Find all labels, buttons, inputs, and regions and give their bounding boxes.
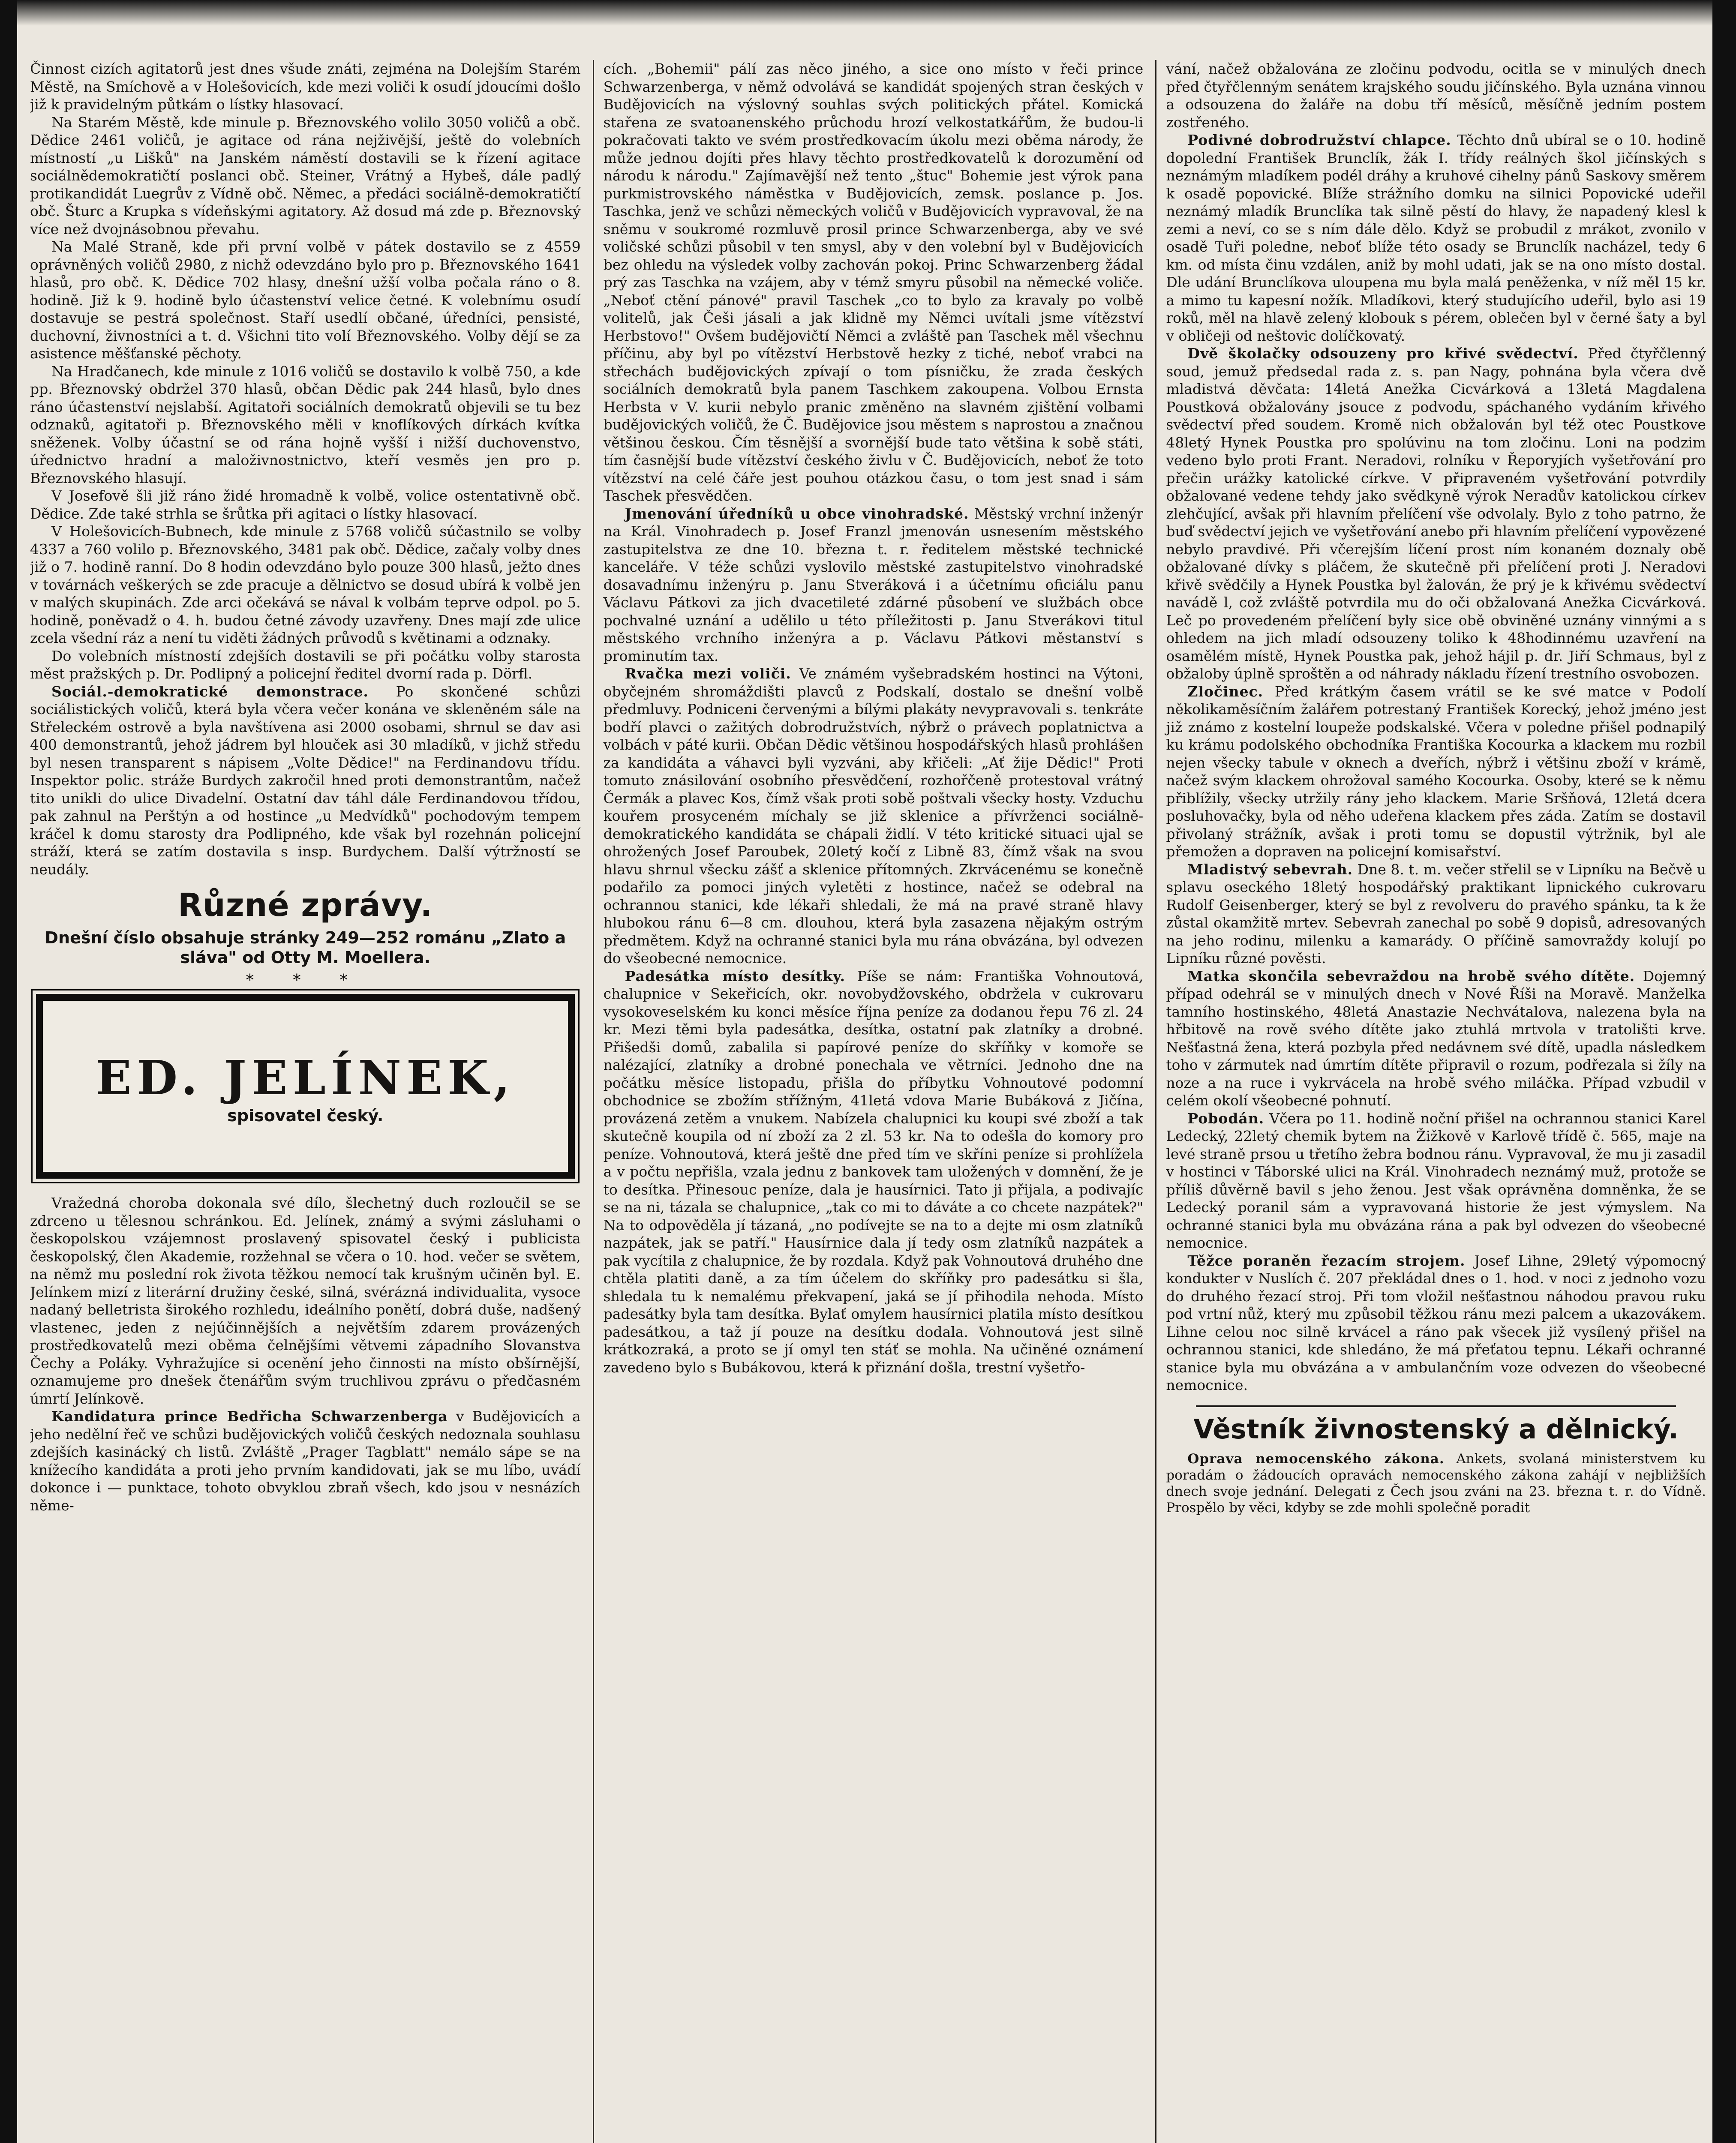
headline-rvacka: Rvačka mezi voliči. [625, 665, 791, 682]
body-matka: Dojemný případ odehrál se v minulých dnech v Nové Říši na Moravě. Manželka tamního hostinského, 48letá Anastazie Nechvátalova, nalezena byla na hřbitově na rově svého dítěte jako ztuhlá mrtvola v tratolišti krve. Nešťastná žena, která pozbyla před nedávnem své dítě, upadla následkem toho v zármutek nad úmrtím dítěte připravil o rozum, podřezala si žíly na noze a na ruce i vykrvácela na hrobě svého miláčka. Případ vzbudil v celém okolí všeobecné pohnutí. [1166, 967, 1706, 1109]
article-schwarzenberg-cont: cích. „Bohemii" pálí zas něco jiného, a sice ono místo v řeči prince Schwarzenberga, v němž odvolává se kandidát spojených stran českých v Budějovicích na výslovný souhlas svých politických přátel. Komická stařena ze svatoanenského průchodu hrozí velkostatkářům, že budou-li pokračovati takto ve svém prostředkovacím úkolu mezi oběma národy, že může jednou dojíti přes hlavy těchto prostředkovatelů k dorozumění od národu k národu." Zajímavější než tento „štuc" Bohemie jest výrok pana purkmistrovského náměstka v Budějovicích, zemsk. poslance p. Jos. Taschka, jenž ve schůzi německých voličů v Budějovicích vypravoval, že na sněmu v soukromé rozmluvě prosil prince Schwarzenberga, aby ve své voličské schůzi působil v ten smysl, aby v den volební byl v Budějovicích bez ohledu na výsledek volby zachován pokoj. Princ Schwarzenberg žádal prý zas Taschka na vzájem, aby v témž smyru působil na německé voliče. „Neboť ctění pánové" pravil Taschek „co to bylo za kravaly po volbě volitelů, jak Češi jásali a jak klidně my Němci uvítali jsme vítězství Herbstovo!" Ovšem budějovičtí Němci a zvláště pan Taschek měl všechnu příčinu, aby byl po vítězství Herbstově hezky z tiché, neboť vrabci na střechách budějovických zpívají o tom písničku, že zrada českých sociálních demokratů byla panem Taschkem zakoupena. Volbou Ernsta Herbsta v V. kurii nebylo pranic změněno na slavném zjištění volbami budějovických voličů, že Č. Budějovice jsou městem s naprostou a značnou většinou českou. Čím těsnější a svornější bude tato většina k sobě státi, tím časnější bude vítězství českého živlu v Č. Budějovicích, neboť že toto vítězství na celé čáře jest pouhou otázkou času, o tom jest snad i sám Taschek přesvědčen. [603, 60, 1144, 504]
headline-schwarzenberg: Kandidatura prince Bedřicha Schwarzenberga [51, 1408, 448, 1425]
obituary-box [36, 994, 575, 1179]
scan-edge-right [1712, 0, 1736, 2143]
body-rezaci-stroj: Josef Lihne, 29letý výpomocný kondukter v Nuslích č. 207 překládal dnes o 1. hod. v noci z jednoho vozu do druhého řezací stroj. Při tom vložil nešťastnou náhodou pravou ruku pod vrtní nůž, který mu způsobil těžkou ránu mezi palcem a ukazovákem. Lihne celou noc silně krvácel a ráno pak všecek již vysílený přišel na ochrannou stanici, kde shledáno, že má přeťatou tepnu. Lékaři ochranné stanice byla mu obvázána a v ambulančním voze odvezen do všeobecné nemocnice. [1166, 1252, 1706, 1393]
article-agitators: Činnost cizích agitatorů jest dnes všude znáti, zejména na Dolejším Starém Městě, na Smíchově a v Holešovicích, kde mezi voliči k osudí jdoucími došlo již k pravidelným půtkám o lístky hlasovací. [30, 60, 581, 113]
headline-pobodan: Pobodán. [1187, 1110, 1264, 1127]
article-rvacka [604, 665, 1144, 967]
headline-padesatka: Padesátka místo desítky. [625, 967, 845, 984]
body-demonstrations: Po skončené schůzi sociálistických voličů, která byla včera večer konána ve skleněném sále na Střeleckém ostrově a byla navštívena asi 2000 osobami, shrnul se dav asi 400 demonstrantů, jehož jádrem byl hlouček asi 30 mladíků, v jichž středu byl nesen transparent s nápisem „Volte Dědice!" na Ferdinandovu třídu. Inspektor polic. stráže Burdych zakročil hned proti demonstrantům, načež tito unikli do ulice Divadelní. Ostatní dav táhl dále Ferdinandovou třídou, pak zahnul na Perštýn a od hostince „u Medvídků" pochodovým tempem kráčel k domu starosty dra Podlipného, kde však byl rozehnán policejní stráží, která se zatím dostavila s insp. Burdychem. Další výtržností se neudály. [30, 683, 581, 878]
article-stare-mesto: Na Starém Městě, kde minule p. Březnovského volilo 3050 voličů a obč. Dědice 2461 voličů, je agitace od rána nejživější, ještě do volebních místností „u Lišků" na Janském náměstí dostavili se k řízení agitace sociálnědemokratičtí poslanci obč. Steiner, Vrátný a Hybeš, dále padlý protikandidát Luegrův z Vídně obč. Němec, a předáci sociálně-demokratičtí obč. Šturc a Krupka s vídeňskými agitatory. Až dosud má zde p. Březnovský více než dvojnásobnou převahu. [30, 114, 581, 237]
body-zlocinec: Před krátkým časem vrátil se ke své matce v Podolí několikaměsíčním žalářem potrestaný František Korecký, jehož jméno jest již známo z kostelní loupeže podskalské. Včera v poledne přišel podnapilý ku krámu podolského obchodníka Františka Kocourka a klackem mu rozbil nejen všecky tabule v oknech a dveřích, nýbrž i většinu zboží v krámě, načež svým klackem ohrožoval samého Kocourka. Osoby, které se k němu přiblížily, všecky utržily rány jeho klackem. Marie Sršňová, 12letá dcera posluhovačky, byla od něho udeřena klackem přes záda. Zatím se dostavil přivolaný strážník, avšak i proti tomu se dopustil výtržnik, byl ale přemožen a dopraven na policejní komisařství. [1166, 683, 1706, 860]
section-title-ruzne-zpravy: Různé zprávy. [178, 887, 433, 924]
article-sebevrah [1166, 861, 1706, 967]
article-holesovice: V Holešovicích-Bubnech, kde minule z 5768 voličů súčastnilo se volby 4337 a 760 volilo p. Březnovského, 3481 pak obč. Dědice, začaly volby dnes již o 7. hodině ranní. Do 8 hodin odevzdáno bylo pouze 300 hlasů, ježto dnes v továrnách veškerých se zde pracuje a dělnictvo se dosud ubírá k volbě jen v malých skupinách. Zde arci očekává se nával k volbám teprve odpol. po 5. hodině, poněvadž o 4. h. budou četné závody uzavřeny. Dnes mají zde ulice zcela všední ráz a není tu viděti žádných průvodů s květinami a odznaky. [30, 523, 581, 646]
column-left [30, 60, 581, 2143]
section-title-vestnik: Věstník živnostenský a dělnický. [1193, 1413, 1679, 1445]
headline-nemocensky-zakon: Oprava nemocenského zákona. [1187, 1451, 1445, 1467]
obituary-subtitle: spisovatel český. [227, 1106, 384, 1125]
article-schwarzenberg [30, 1408, 581, 1514]
body-nemocensky-zakon: Ankets, svolaná ministerstvem ku poradám o žádoucích opravách nemocenského zákona zahájí v nejbližších dnech svoje jednání. Delegati z Čech jsou zváni na 23. března t. r. do Vídně. Prospělo by věci, kdyby se zde mohli společně poradit [1166, 1451, 1706, 1516]
body-schwarzenberg: v Budějovicích a jeho nedělní řeč ve schůzi budějovických voličů českých nedoznala souhlasu zdejších kasinácký ch listů. Zvláště „Prager Tagblatt" nemálo sápe se na knížecího kandidáta a proti jeho prvním kandidovati, jak se mu líbo, uvádí dokonce i — punktace, tohoto obvyklou zbraň všech, kdo jsou v nesnázích něme- [30, 1408, 581, 1514]
article-skolacky [1166, 345, 1706, 683]
article-visitors: Do volebních místností zdejších dostavili se při počátku volby starosta měst pražských p. Dr. Podlipný a policejní ředitel dvorní rada p. Dörfl. [30, 647, 581, 682]
article-padesatka-cont: vání, načež obžalována ze zločinu podvodu, ocitla se v minulých dnech před čtyřčlenným senátem krajského soudu jičínského. Byla uznána vinnou a odsouzena do žaláře na dobu tří měsíců, měsíčně jedním postem zostřeného. [1166, 60, 1706, 131]
body-vinohrady: Městský vrchní inženýr na Král. Vinohradech p. Josef Franzl jmenován usnesením městského zastupitelstva ze dne 10. března t. r. ředitelem městské technické kanceláře. V téže schůzi vyslovilo městské zastupitelstvo vinohradské dosavadnímu inženýru p. Janu Stveráková i a účetnímu oficiálu panu Václavu Pátkovi za jich dvacetileté zdárné působení ve službách obce pochvalné uznání a udělilo u této příležitosti p. Janu Stverákovi titul městského vrchního inženýra a p. Václavu Pátkovi městanství s prominutím tax. [603, 505, 1144, 664]
headline-skolacky: Dvě školačky odsouzeny pro křivé svědectví. [1187, 345, 1579, 362]
obituary-name: ED. JELÍNEK, [95, 1050, 515, 1105]
headline-demonstrations: Sociál.-demokratické demonstrace. [51, 683, 369, 700]
headline-rezaci-stroj: Těžce poraněn řezacím strojem. [1187, 1252, 1466, 1269]
ornament-stars: * * * [246, 972, 365, 989]
headline-sebevrah: Mladistvý sebevrah. [1187, 861, 1353, 878]
article-hradcany: Na Hradčanech, kde minule z 1016 voličů se dostavilo k volbě 750, a kde pp. Březnovský obdržel 370 hlasů, občan Dědic pak 244 hlasů, bylo dnes ráno účastenství nejslabší. Agitatoři sociálních demokratů objevili se tu bez odznaků, agitatoři p. Březnovského měli v knoflíkových dírkách kvítka sněženek. Volby účastní se od rána hojně vyšší i nižší duchovenstvo, úřednictvo hradní a maloživnostnictvo, kteří vesměs jen pro p. Březnovského hlasují. [30, 363, 581, 486]
article-padesatka [604, 967, 1144, 1377]
article-rezaci-stroj [1166, 1252, 1706, 1394]
article-zlocinec [1166, 683, 1706, 861]
columns [30, 60, 1706, 2143]
article-josefov: V Josefově šli již ráno židé hromadně k volbě, volice ostentativně obč. Dědice. Zde také strhla se šrůtka při agitaci o lístky hlasovací. [30, 487, 581, 522]
section-divider [1196, 1405, 1676, 1407]
headline-matka: Matka skončila sebevraždou na hrobě svého dítěte. [1187, 967, 1635, 984]
scan-edge-left [0, 0, 17, 2143]
body-skolacky: Před čtyřčlenný soud, jemuž předsedal rada z. s. pan Nagy, pohnána byla včera dvě mladistvá děvčata: 14letá Anežka Cicvárková a 13letá Magdalena Poustková obžalovány jsouce z podvodu, spáchaného vydáním křivého svědectví před soudem. Kromě nich obžalován byl též otec Poustkove 48letý Hynek Poustka pro spolúvinu na tom zločinu. Loni na podzim vedeno bylo proti Frant. Neradovi, rolníku v Řeporyjích vyšetřování pro přečin urážky katolické církve. V připraveném vyšetřování potvrdily obžalované vedene tehdy jako svědkyně výrok Neradův katolickou církev zlehčující, avšak při hlavním přelíčení vše odvolaly. Bylo z toho patrno, že buď svědectví jejich ve vyšetřování anebo při hlavním přelíčení vypovězené nebylo pravdivé. Při včerejším líčení prost ním konaném doznaly obě obžalované dívky s pláčem, že skutečně při přelíčení proti J. Neradovi křivě svědčily a Hynek Poustka byl žalován, že prý je k křivému svědectví navádě l, což zvláště potvrdila mu do oči obžalovaná Anežka Cicvárková. Leč po provedeném přelíčení byly sice obě obviněné uznány vinnými a s ohledem na jich mladí odsouzeny toliko k 48hodinnému uzavření na osamělém místě, Hynek Poustka pak, jehož hájil p. dr. Jiří Schmaus, byl z obžaloby úplně sproštěn a od náhrady nákladu řízení trestního osvobozen. [1166, 345, 1706, 682]
body-padesatka: Píše se nám: Františka Vohnoutová, chalupnice v Sekeřicích, okr. novobydžovského, obdržela v cukrovaru vysokoveselském ku konci měsíce října peníze za dodanou řepu 76 zl. 24 kr. Mezi těmi byla padesátka, desítka, ostatní pak zlatníky a drobné. Přišedši domů, zabalila si papírové peníze do skříňky v komoře se nalézající, zlatníky a drobné ponechala ve větrníci. Jednoho dne na počátku měsíce listopadu, přišla do příbytku Vohnoutové podomní obchodnice se zbožím střížným, 41letá vdova Marie Bubáková z Jičína, provázená zetěm a vnukem. Nabízela chalupnici ku koupi své zboží a tak skutečně koupila od ní zboží za 2 zl. 53 kr. Na to odešla do komory pro peníze. Vohnoutová, která ještě dne před tím ve skříni peníze si prohlížela a v počtu nepřišla, vzala jednu z bankovek tam uložených v domnění, že je to desítka. Přinesouc peníze, dala je hausírnici. Tato ji přijala, a podivajíc se na ni, tázala se chalupnice, „tak co mi to dáváte a co chcete nazpátek?" Na to odpověděla jí tázaná, „no podívejte se na to a dejte mi osm zlatníků nazpátek, jak se patří." Hausírnice dala jí tedy osm zlatníků nazpátek a pak vycítila z chalupnice, že by rozdala. Když pak Vohnoutová druhého dne chtěla platiti daně, a za tím účelem do skříňky pro padesátku si šla, shledala tu k nemalému překvapení, jaká se jí přihodila nehoda. Místo padesátky byla tam desítka. Bylať omylem hausírnici platila místo desítkou padesátkou, a taž jí pouze na desítku dodala. Vohnoutová jest silně krátkozraká, a proto se jí omyl ten stáť se mohla. Na učiněné oznámení zavedeno bylo s Bubákovou, která k přiznání došla, trestní vyšetřo- [603, 967, 1144, 1376]
article-mala-strana: Na Malé Straně, kde při první volbě v pátek dostavilo se z 4559 oprávněných voličů 2980, z nichž odevzdáno bylo pro p. Březnovského 1641 hlasů, pro obč. K. Dědice 702 hlasy, dnešní užší volba počala ráno o 8. hodině. Již k 9. hodině bylo účastenství velice četné. K volebnímu osudí dostavuje se pestrá společnost. Staří usedlí občané, úředníci, pensisté, duchovní, živnostníci a t. d. Všichni tito volí Březnovského. Volby dějí se za asistence měšťanské pěchoty. [30, 238, 581, 362]
article-obituary: Vražedná choroba dokonala své dílo, šlechetný duch rozloučil se se zdrceno u tělesnou schránkou. Ed. Jelínek, známý a svými zásluhami o českopolskou vzájemnost proslavený spisovatel český i publicista českopolský, člen Akademie, rozžehnal se včera o 10. hod. večer se světem, na němž mu poslední rok života těžkou nemocí tak krušným učiněn byl. E. Jelínkem mizí z literární družiny české, silná, svérázná individualita, vysoce nadaný belletrista širokého rozhledu, ideálního ponětí, dobrá duše, nadšený vlastenec, jeden z nejúčinnějších a největším zdarem provázených prostředkovatelů mezi oběma čelnějšími větvemi západního Slovanstva Čechy a Poláky. Vyhražujíce si ocenění jeho činnosti na místo obšírnější, oznamujeme pro dnešek čtenářům svým truchlivou zprávu o předčasném úmrtí Jelínkově. [30, 1195, 581, 1407]
column-right [1155, 60, 1706, 2143]
novel-notice: Dnešní číslo obsahuje stránky 249—252 románu „Zlato a sláva" od Otty M. Moellera. [45, 928, 566, 967]
article-pobodan [1166, 1110, 1706, 1252]
column-middle [593, 60, 1144, 2143]
article-dobrodruzstvi [1166, 131, 1706, 345]
headline-zlocinec: Zločinec. [1187, 683, 1264, 700]
headline-vinohrady: Jmenování úředníků u obce vinohradské. [625, 505, 969, 522]
article-vinohrady [604, 505, 1144, 665]
headline-dobrodruzstvi: Podivné dobrodružství chlapce. [1187, 132, 1451, 148]
article-demonstrations [30, 683, 581, 879]
article-matka [1166, 967, 1706, 1110]
article-nemocensky-zakon [1166, 1451, 1706, 1516]
body-sebevrah: Dne 8. t. m. večer střelil se v Lipníku na Bečvě u splavu oseckého 18letý hospodářský praktikant lipnického cukrovaru Rudolf Geisenberger, který se byl z revolveru do pravého spánku, ta k že zůstal okamžitě mrtev. Sebevrah zanechal po sobě 9 dopisů, adresovaných na jeho rodinu, milenku a kamarády. O příčině samovraždy kolují po Lipníku různé pověsti. [1166, 861, 1706, 966]
body-rvacka: Ve známém vyšebradském hostinci na Výtoni, obyčejném shromáždišti plavců z Podskalí, dostalo se dnešní volbě předmluvy. Podniceni červenými a bílými plakáty nevypravovali s. tenkráte bodří plavci o zažitých dobrodružstvích, nýbrž o právech poplatnictva a volbách v páté kurii. Občan Dědic většinou hospodářských hlasů prohlášen za kandidáta a váhavci byli vyzváni, aby křičeli: „Ať žije Dědic!" Proti tomuto znásilování osobního přesvědčení, rozhořčeně protestoval vrátný Čermák a plavec Kos, čímž však proti sobě poštvali všecky hosty. Vzduchu kouřem prosyceném míchaly se již sklenice a přívrženci sociálně-demokratického kandidáta se chápali židlí. V této kritické situaci ujal se ohrožených Josef Paroubek, 20letý kočí z Libně 83, čímž však na svou hlavu shrnul všecku zášť a sklenice přítomných. Zkrvácenému se konečně podařilo za pomoci jiných vyletěti z hostince, načež se odebral na ochrannou stanici, kde lékaři shledali, že má na pravé straně hlavy hlubokou ránu 6—8 cm. dlouhou, která byla zasazena nějakým ostrým předmětem. Když na ochranné stanici byla mu rána obvázána, byl odvezen do všeobecné nemocnice. [603, 665, 1144, 966]
body-dobrodruzstvi: Těchto dnů ubíral se o 10. hodině dopolední František Brunclík, žák I. třídy reálných škol jičínských s neznámým mladíkem podél dráhy a kruhové cihelny pánů Saskovy směrem k osadě popovické. Blíže strážního domku na silnici Popovické udeřil neznámý mladík Brunclíka tak silně pěstí do hlavy, že napadený klesl k zemi a neví, co se s ním dále dělo. Když se probudil z mrákot, zvonilo v osadě Tuři poledne, neboť blíže této osady se Brunclík nacházel, tedy 6 km. od místa činu vzdálen, aniž by mohl udati, jak se na ono místo dostal. Dle udání Brunclíkova uloupena mu byla malá peněženka, v níž měl 15 kr. a mimo tu kapesní nožík. Mladíkovi, který studujícího udeřil, bylo asi 19 roků, měl na hlavě zelený klobouk s pérem, oblečen byl v černé šaty a byl v obličeji od neštovic dolíčkovatý. [1166, 132, 1706, 344]
body-pobodan: Včera po 11. hodině noční přišel na ochrannou stanici Karel Ledecký, 22letý chemik bytem na Žižkově v Karlově třídě č. 565, maje na levé straně prsou u třetího žebra bodnou ránu. Vypravoval, že mu ji zasadil v hostinci v Táborské ulici na Král. Vinohradech neznámý muž, protože se příliš důvěrně bavil s jeho ženou. Jest však oprávněna domněnka, že se Ledecký poranil sám a vypravovaná historie že jest výmyslem. Na ochranné stanici byla mu obvázána rána a pak byl odvezen do všeobecné nemocnice. [1166, 1110, 1706, 1251]
scan-edge-top [0, 0, 1736, 26]
